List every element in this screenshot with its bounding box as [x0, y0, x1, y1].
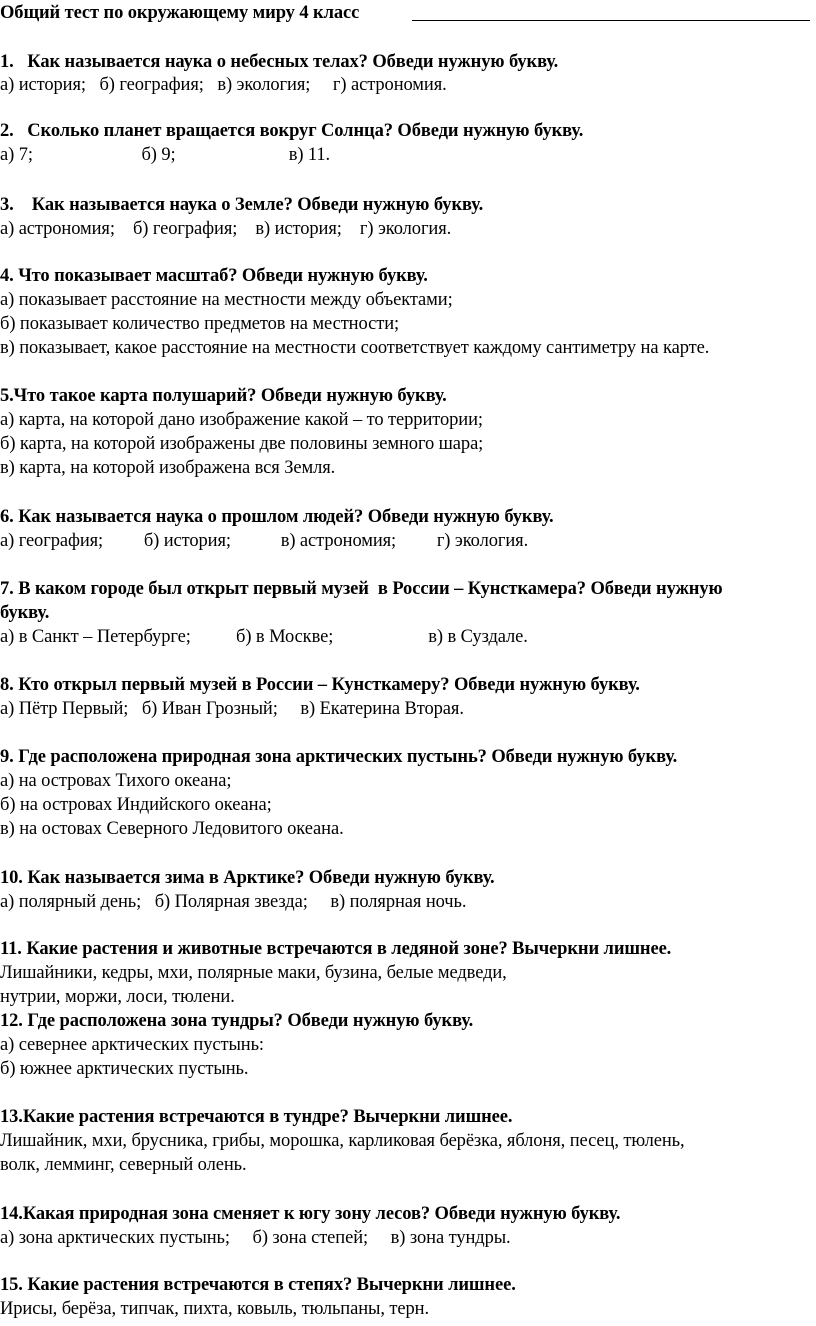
- answer-9a: а) на островах Тихого океана;: [0, 771, 232, 791]
- answer-4a: а) показывает расстояние на местности между объектами;: [0, 290, 453, 310]
- question-9: 9. Где расположена природная зона арктических пустынь? Обведи нужную букву.: [0, 747, 678, 767]
- question-1: 1. Как называется наука о небесных телах? Обведи нужную букву.: [0, 52, 559, 72]
- answer-5b: б) карта, на которой изображены две половины земного шара;: [0, 434, 484, 454]
- answers-13-line2: волк, лемминг, северный олень.: [0, 1155, 247, 1175]
- answers-11-line1: Лишайники, кедры, мхи, полярные маки, бузина, белые медведи,: [0, 963, 507, 983]
- question-4: 4. Что показывает масштаб? Обведи нужную букву.: [0, 266, 428, 286]
- answer-9b: б) на островах Индийского океана;: [0, 795, 272, 815]
- question-11: 11. Какие растения и животные встречаются в ледяной зоне? Вычеркни лишнее.: [0, 939, 672, 959]
- question-7: 7. В каком городе был открыт первый музей в России – Кунсткамера? Обведи нужную: [0, 579, 723, 599]
- answer-12a: а) севернее арктических пустынь:: [0, 1035, 264, 1055]
- name-underline: [412, 20, 810, 21]
- answer-9c: в) на остовах Северного Ледовитого океана.: [0, 819, 344, 839]
- page-title: Общий тест по окружающему миру 4 класс: [0, 3, 360, 23]
- question-14: 14.Какая природная зона сменяет к югу зону лесов? Обведи нужную букву.: [0, 1204, 621, 1224]
- answers-11-line2: нутрии, моржи, лоси, тюлени.: [0, 987, 235, 1007]
- question-13: 13.Какие растения встречаются в тундре? Вычеркни лишнее.: [0, 1107, 513, 1127]
- answers-3: а) астрономия; б) география; в) история; г) экология.: [0, 219, 452, 239]
- answer-4b: б) показывает количество предметов на местности;: [0, 314, 400, 334]
- answers-15: Ирисы, берёза, типчак, пихта, ковыль, тюльпаны, терн.: [0, 1299, 429, 1319]
- question-5: 5.Что такое карта полушарий? Обведи нужную букву.: [0, 386, 447, 406]
- question-10: 10. Как называется зима в Арктике? Обведи нужную букву.: [0, 868, 495, 888]
- answers-2: а) 7; б) 9; в) 11.: [0, 145, 331, 165]
- answers-14: а) зона арктических пустынь; б) зона степей; в) зона тундры.: [0, 1228, 511, 1248]
- answers-13-line1: Лишайник, мхи, брусника, грибы, морошка, карликовая берёзка, яблоня, песец, тюлень,: [0, 1131, 685, 1151]
- question-7-cont: букву.: [0, 603, 50, 623]
- answers-10: а) полярный день; б) Полярная звезда; в) полярная ночь.: [0, 892, 467, 912]
- question-6: 6. Как называется наука о прошлом людей? Обведи нужную букву.: [0, 507, 554, 527]
- question-8: 8. Кто открыл первый музей в России – Кунсткамеру? Обведи нужную букву.: [0, 675, 640, 695]
- question-15: 15. Какие растения встречаются в степях? Вычеркни лишнее.: [0, 1275, 516, 1295]
- answers-6: а) география; б) история; в) астрономия; г) экология.: [0, 531, 529, 551]
- answers-8: а) Пётр Первый; б) Иван Грозный; в) Екатерина Вторая.: [0, 699, 464, 719]
- answer-5c: в) карта, на которой изображена вся Земля.: [0, 458, 336, 478]
- answers-1: а) история; б) география; в) экология; г) астрономия.: [0, 75, 447, 95]
- answer-5a: а) карта, на которой дано изображение какой – то территории;: [0, 410, 483, 430]
- question-12: 12. Где расположена зона тундры? Обведи нужную букву.: [0, 1011, 474, 1031]
- answers-7: а) в Санкт – Петербурге; б) в Москве; в) в Суздале.: [0, 627, 528, 647]
- answer-12b: б) южнее арктических пустынь.: [0, 1059, 249, 1079]
- answer-4c: в) показывает, какое расстояние на местности соответствует каждому сантиметру на карте.: [0, 338, 710, 358]
- question-3: 3. Как называется наука о Земле? Обведи нужную букву.: [0, 195, 484, 215]
- question-2: 2. Сколько планет вращается вокруг Солнца? Обведи нужную букву.: [0, 121, 584, 141]
